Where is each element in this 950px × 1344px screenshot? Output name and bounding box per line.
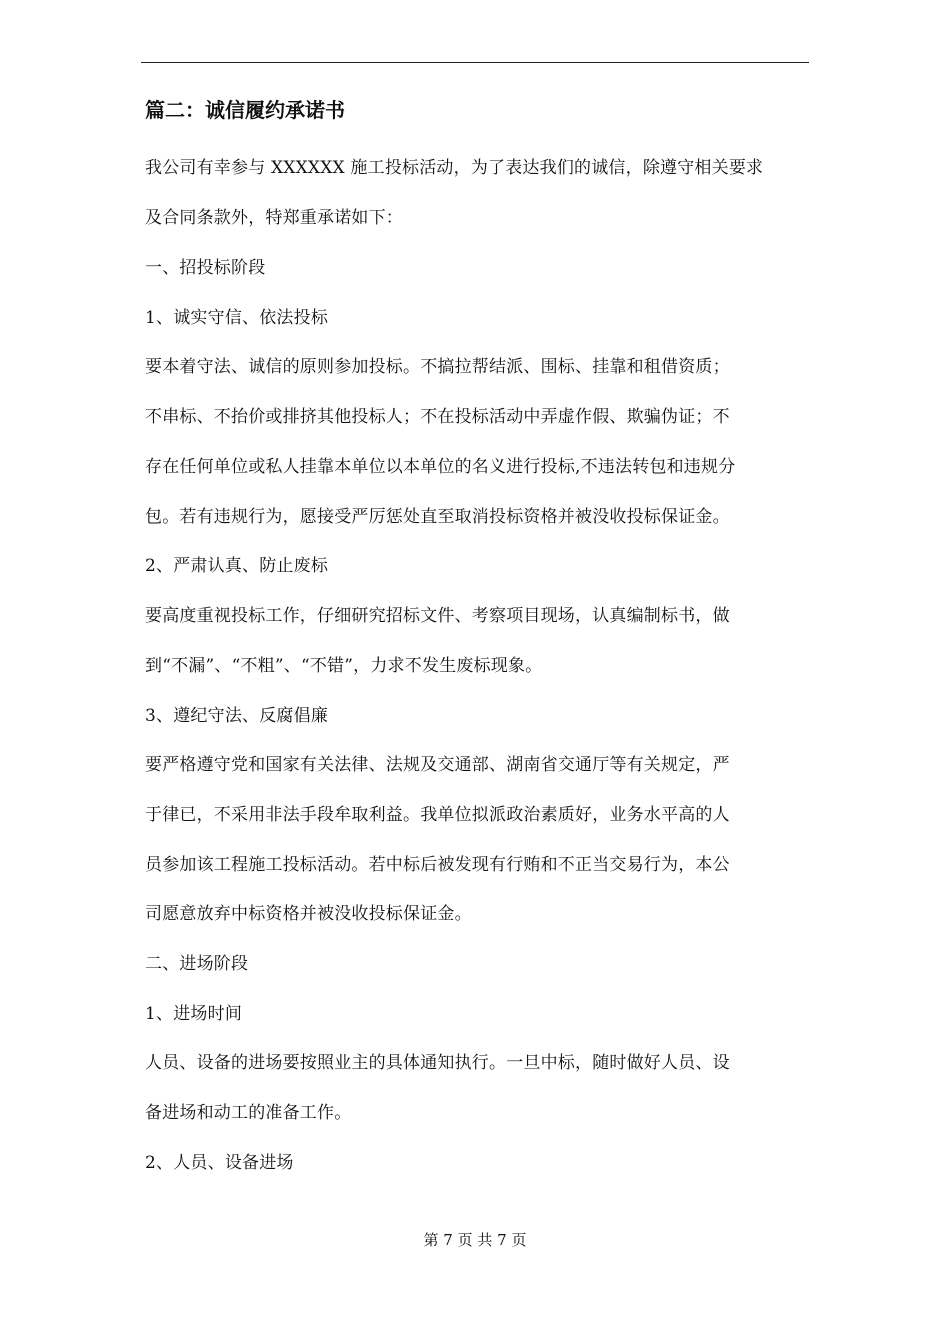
body-line: 要高度重视投标工作，仔细研究招标文件、考察项目现场，认真编制标书，做 xyxy=(145,606,730,626)
body-line: 到“不漏”、“不粗”、“不错”，力求不发生废标现象。 xyxy=(145,656,543,676)
body-line: 不串标、不抬价或排挤其他投标人；不在投标活动中弄虚作假、欺骗伪证；不 xyxy=(145,407,730,427)
body-line: 于律已，不采用非法手段牟取利益。我单位拟派政治素质好，业务水平高的人 xyxy=(145,805,730,825)
subsection-heading: 1、进场时间 xyxy=(145,1004,243,1024)
body-line: 人员、设备的进场要按照业主的具体通知执行。一旦中标，随时做好人员、设 xyxy=(145,1053,730,1073)
subsection-heading: 2、严肃认真、防止废标 xyxy=(145,556,329,576)
subsection-heading: 1、诚实守信、依法投标 xyxy=(145,308,329,328)
page-number: 第 7 页 共 7 页 xyxy=(423,1231,527,1249)
body-line: 我公司有幸参与 XXXXXX 施工投标活动，为了表达我们的诚信，除遵守相关要求 xyxy=(145,158,764,178)
body-line: 司愿意放弃中标资格并被没收投标保证金。 xyxy=(145,904,472,924)
body-line: 要严格遵守党和国家有关法律、法规及交通部、湖南省交通厅等有关规定，严 xyxy=(145,755,730,775)
body-line: 要本着守法、诚信的原则参加投标。不搞拉帮结派、围标、挂靠和租借资质； xyxy=(145,357,730,377)
body-line: 员参加该工程施工投标活动。若中标后被发现有行贿和不正当交易行为，本公 xyxy=(145,855,730,875)
section-heading: 一、招投标阶段 xyxy=(145,258,266,278)
body-line: 包。若有违规行为，愿接受严厉惩处直至取消投标资格并被没收投标保证金。 xyxy=(145,507,730,527)
header-rule xyxy=(141,62,809,63)
body-line: 存在任何单位或私人挂靠本单位以本单位的名义进行投标,不违法转包和违规分 xyxy=(145,457,736,477)
document-title: 篇二：诚信履约承诺书 xyxy=(145,98,345,122)
section-heading: 二、进场阶段 xyxy=(145,954,249,974)
subsection-heading: 3、遵纪守法、反腐倡廉 xyxy=(145,706,329,726)
body-line: 备进场和动工的准备工作。 xyxy=(145,1103,352,1123)
subsection-heading: 2、人员、设备进场 xyxy=(145,1153,294,1173)
body-line: 及合同条款外，特郑重承诺如下： xyxy=(145,208,403,228)
